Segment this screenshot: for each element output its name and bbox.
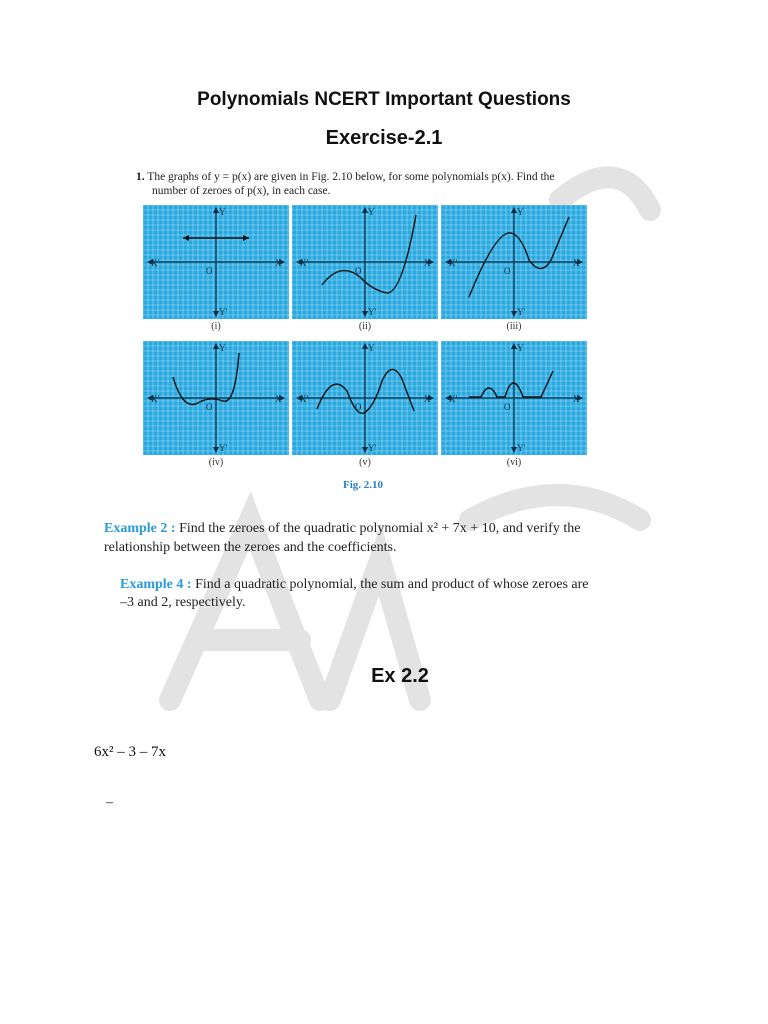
example-4-text-1: Find a quadratic polynomial, the sum and product of whose zeroes are: [195, 577, 589, 592]
panel-label: (iv): [208, 457, 224, 468]
axis-label-y: Y: [517, 343, 524, 353]
origin-label: O: [504, 266, 511, 276]
axis-label-x: X: [424, 394, 431, 404]
axis-label-x-neg: X': [449, 394, 458, 404]
panel-label: (iii): [506, 321, 522, 332]
example-2: [104, 520, 580, 538]
graph-panel-iii: [441, 205, 587, 319]
origin-label: O: [206, 266, 213, 276]
question-number: 1.: [136, 171, 145, 183]
graph-panel-v: [292, 341, 438, 455]
axis-label-y: Y: [368, 207, 375, 217]
axis-label-y-neg: Y': [219, 443, 228, 453]
axis-label-y: Y: [517, 207, 524, 217]
example-2-label: Example 2 :: [104, 521, 176, 536]
axis-label-y: Y: [219, 343, 226, 353]
panel-label: (v): [359, 457, 371, 468]
question-text-1: The graphs of y = p(x) are given in Fig. 2.10 below, for some polynomials p(x). Find the: [147, 171, 555, 183]
graph-panel-vi: [441, 341, 587, 455]
dash-mark: –: [106, 795, 113, 810]
axis-label-y: Y: [219, 207, 226, 217]
section-title: Ex 2.2: [371, 665, 429, 687]
page-title: Polynomials NCERT Important Questions: [197, 89, 571, 110]
axis-label-x: X: [573, 394, 580, 404]
origin-label: O: [504, 402, 511, 412]
example-4: [120, 576, 589, 594]
example-2-text-2: relationship between the zeroes and the coefficients.: [104, 540, 397, 555]
example-2-text-1: Find the zeroes of the quadratic polynomial x² + 7x + 10, and verify the: [179, 521, 581, 536]
graph-panel-i: [143, 205, 289, 319]
question-line-1: [136, 170, 555, 184]
question-text-2: number of zeroes of p(x), in each case.: [152, 185, 331, 197]
graph-panel-iv: [143, 341, 289, 455]
figure-caption: Fig. 2.10: [342, 479, 384, 491]
panel-label: (i): [211, 321, 221, 332]
example-4-label: Example 4 :: [120, 577, 192, 592]
axis-label-y-neg: Y': [517, 443, 526, 453]
axis-label-y: Y: [368, 343, 375, 353]
origin-label: O: [206, 402, 213, 412]
axis-label-x-neg: X': [300, 258, 309, 268]
axis-label-x: X: [275, 394, 282, 404]
axis-label-x: X: [424, 258, 431, 268]
axis-label-y-neg: Y': [219, 307, 228, 317]
axis-label-x-neg: X': [151, 258, 160, 268]
origin-label: O: [355, 266, 362, 276]
axis-label-x: X: [573, 258, 580, 268]
example-4-text-2: –3 and 2, respectively.: [120, 595, 246, 610]
axis-label-x-neg: X': [151, 394, 160, 404]
panel-label: (ii): [358, 321, 372, 332]
axis-label-x: X: [275, 258, 282, 268]
axis-label-y-neg: Y': [517, 307, 526, 317]
exercise-title: Exercise-2.1: [325, 127, 443, 149]
axis-label-x-neg: X': [300, 394, 309, 404]
axis-label-y-neg: Y': [368, 443, 377, 453]
graph-panel-ii: [292, 205, 438, 319]
axis-label-x-neg: X': [449, 258, 458, 268]
axis-label-y-neg: Y': [368, 307, 377, 317]
origin-label: O: [355, 402, 362, 412]
polynomial-expression: 6x² – 3 – 7x: [94, 744, 166, 760]
panel-label: (vi): [506, 457, 522, 468]
